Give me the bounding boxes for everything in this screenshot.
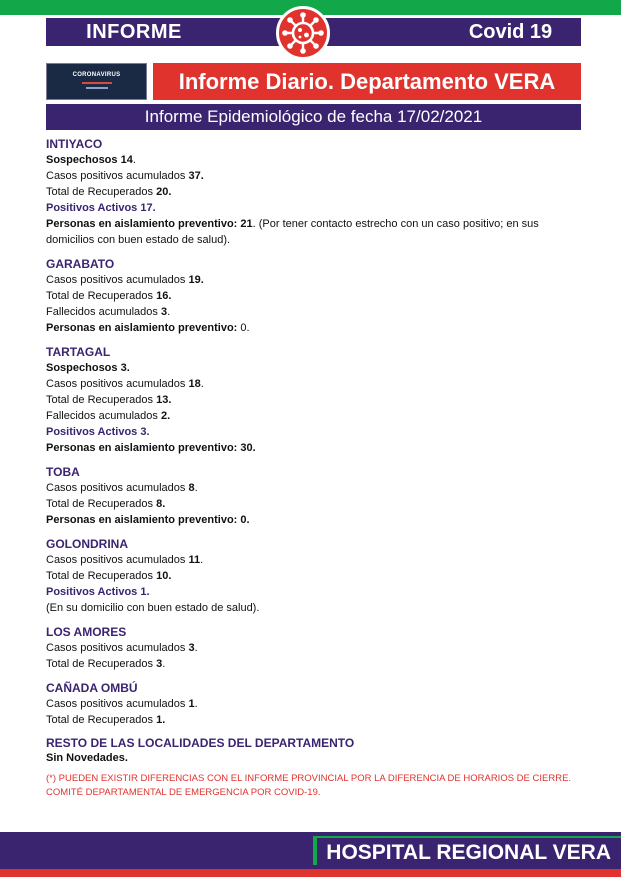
casos-line: Casos positivos acumulados 18. xyxy=(46,378,204,390)
casos-line: Casos positivos acumulados 19. xyxy=(46,274,204,286)
thumbnail-decor-line xyxy=(86,87,108,89)
aislamiento-line: Personas en aislamiento preventivo: 0. xyxy=(46,514,250,526)
footer-hospital-label: HOSPITAL REGIONAL VERA xyxy=(313,836,621,865)
locality-golondrina xyxy=(46,536,581,616)
resto-text: Sin Novedades. xyxy=(46,752,128,764)
aislamiento-line: Personas en aislamiento preventivo: 0. xyxy=(46,322,250,334)
bottom-red-stripe xyxy=(0,869,621,877)
recuperados-line: Total de Recuperados 16. xyxy=(46,290,172,302)
coronavirus-thumbnail xyxy=(46,63,147,100)
header-informe-label: INFORME xyxy=(46,18,222,46)
header-covid-label: Covid 19 xyxy=(440,18,581,46)
recuperados-line: Total de Recuperados 10. xyxy=(46,570,172,582)
casos-line: Casos positivos acumulados 3. xyxy=(46,642,198,654)
activos-line: Positivos Activos 3. xyxy=(46,426,150,438)
locality-name: GARABATO xyxy=(46,257,115,271)
fallecidos-line: Fallecidos acumulados 3. xyxy=(46,306,171,318)
locality-toba xyxy=(46,464,581,528)
disclaimer-line: COMITÉ DEPARTAMENTAL DE EMERGENCIA POR COVID-19. xyxy=(46,787,321,798)
recuperados-line: Total de Recuperados 20. xyxy=(46,186,172,198)
page-title: Informe Diario. Departamento VERA xyxy=(153,63,581,100)
locality-canada-ombu xyxy=(46,680,581,728)
locality-los-amores xyxy=(46,624,581,672)
casos-line: Casos positivos acumulados 37. xyxy=(46,170,204,182)
header-center-bar xyxy=(222,18,440,46)
fallecidos-line: Fallecidos acumulados 2. xyxy=(46,410,171,422)
disclaimer xyxy=(46,772,581,800)
locality-tartagal xyxy=(46,344,581,456)
locality-name: TOBA xyxy=(46,465,80,479)
locality-name: INTIYACO xyxy=(46,137,103,151)
locality-name: GOLONDRINA xyxy=(46,537,128,551)
locality-intiyaco xyxy=(46,136,581,248)
locality-name: CAÑADA OMBÚ xyxy=(46,681,138,695)
recuperados-line: Total de Recuperados 8. xyxy=(46,498,166,510)
resto-section xyxy=(46,736,581,766)
locality-name: LOS AMORES xyxy=(46,625,127,639)
report-date-subtitle: Informe Epidemiológico de fecha 17/02/2021 xyxy=(46,104,581,130)
disclaimer-line: (*) PUEDEN EXISTIR DIFERENCIAS CON EL INFORME PROVINCIAL POR LA DIFERENCIA DE HORARIOS DE CIERRE. xyxy=(46,773,572,784)
thumbnail-label: CORONAVIRUS xyxy=(72,72,121,78)
casos-line: Casos positivos acumulados 8. xyxy=(46,482,198,494)
sospechosos-line: Sospechosos 3. xyxy=(46,362,130,374)
activos-line: Positivos Activos 17. xyxy=(46,202,156,214)
activos-line: Positivos Activos 1. xyxy=(46,586,150,598)
thumbnail-decor-line xyxy=(82,82,112,84)
sospechosos-line: Sospechosos 14. xyxy=(46,154,136,166)
virus-logo-icon xyxy=(276,6,330,60)
note-line: (En su domicilio con buen estado de salud). xyxy=(46,602,260,614)
locality-garabato xyxy=(46,256,581,336)
report-body xyxy=(46,136,581,800)
aislamiento-line: Personas en aislamiento preventivo: 30. xyxy=(46,442,256,454)
resto-title: RESTO DE LAS LOCALIDADES DEL DEPARTAMENTO xyxy=(46,736,355,750)
aislamiento-line: Personas en aislamiento preventivo: 21. (Por tener contacto estrecho con un caso positivo; en sus domicilios con buen estado de salud). xyxy=(46,218,539,246)
casos-line: Casos positivos acumulados 1. xyxy=(46,698,198,710)
casos-line: Casos positivos acumulados 11. xyxy=(46,554,204,566)
recuperados-line: Total de Recuperados 13. xyxy=(46,394,172,406)
locality-name: TARTAGAL xyxy=(46,345,111,359)
recuperados-line: Total de Recuperados 3. xyxy=(46,658,166,670)
recuperados-line: Total de Recuperados 1. xyxy=(46,714,166,726)
